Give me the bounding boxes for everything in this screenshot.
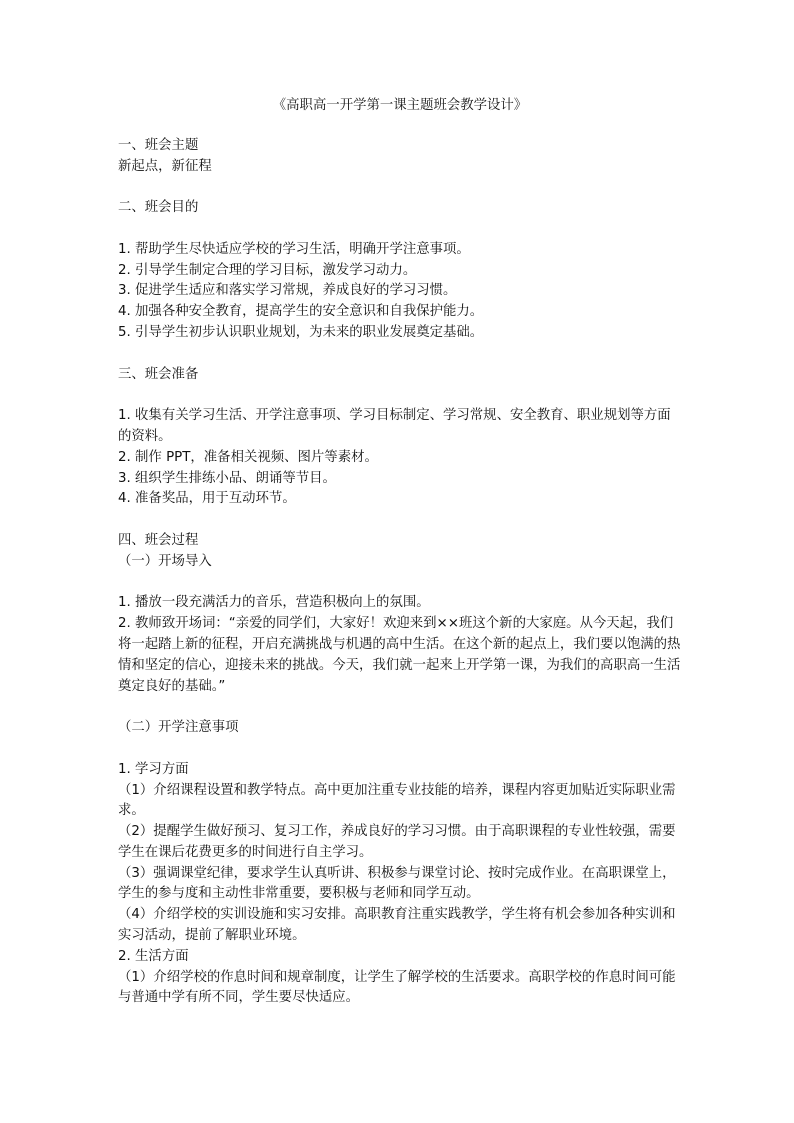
preparation-item: 4. 准备奖品，用于互动环节。 (118, 491, 296, 507)
document-title: 《高职高一开学第一课主题班会教学设计》 (272, 98, 528, 113)
preparation-item: 2. 制作 PPT，准备相关视频、图片等素材。 (118, 449, 378, 465)
section-heading-preparation: 三、班会准备 (118, 366, 199, 382)
life-item: （1）介绍学校的作息时间和规章制度，让学生了解学校的生活要求。高职学校的作息时间可能与普通中学有所不同，学生要尽快适应。 (118, 969, 676, 1006)
study-item: （1）介绍课程设置和教学特点。高中更加注重专业技能的培养，课程内容更加贴近实际职业需求。 (118, 782, 676, 819)
purpose-item: 5. 引导学生初步认识职业规划，为未来的职业发展奠定基础。 (118, 324, 484, 340)
preparation-item: 1. 收集有关学习生活、开学注意事项、学习目标制定、学习常规、安全教育、职业规划等方面的资料。 (118, 408, 671, 444)
opening-item: 1. 播放一段充满活力的音乐，营造积极向上的氛围。 (118, 595, 430, 611)
life-heading: 2. 生活方面 (118, 948, 189, 964)
purpose-item: 4. 加强各种安全教育，提高学生的安全意识和自我保护能力。 (118, 304, 484, 320)
theme-text: 新起点，新征程 (118, 158, 212, 174)
purpose-item: 2. 引导学生制定合理的学习目标，激发学习动力。 (118, 262, 417, 278)
study-heading: 1. 学习方面 (118, 761, 189, 777)
purpose-item: 1. 帮助学生尽快适应学校的学习生活，明确开学注意事项。 (118, 241, 470, 257)
preparation-item: 3. 组织学生排练小品、朗诵等节目。 (118, 470, 336, 486)
subsection-heading-opening: （一）开场导入 (118, 553, 212, 569)
study-item: （4）介绍学校的实训设施和实习安排。高职教育注重实践教学，学生将有机会参加各种实训和实习活动，提前了解职业环境。 (118, 907, 676, 944)
section-heading-process: 四、班会过程 (118, 532, 199, 548)
section-heading-purpose: 二、班会目的 (118, 200, 199, 216)
purpose-item: 3. 促进学生适应和落实学习常规，养成良好的学习习惯。 (118, 283, 457, 299)
study-item: （2）提醒学生做好预习、复习工作，养成良好的学习习惯。由于高职课程的专业性较强，需要学生在课后花费更多的时间进行自主学习。 (118, 824, 676, 860)
subsection-heading-notes: （二）开学注意事项 (118, 720, 239, 736)
study-item: （3）强调课堂纪律，要求学生认真听讲、积极参与课堂讨论、按时完成作业。在高职课堂上，学生的参与度和主动性非常重要，要积极与老师和同学互动。 (118, 865, 676, 902)
section-heading-theme: 一、班会主题 (118, 137, 199, 153)
opening-item: 2. 教师致开场词：“亲爱的同学们，大家好！欢迎来到××班这个新的大家庭。从今天起，我们将一起踏上新的征程，开启充满挑战与机遇的高中生活。在这个新的起点上，我们要以饱满的热情和坚定的信心，迎接未来的挑战。今天，我们就一起来上开学第一课，为我们的高职高一生活奠定良好的基础。” (118, 616, 681, 694)
